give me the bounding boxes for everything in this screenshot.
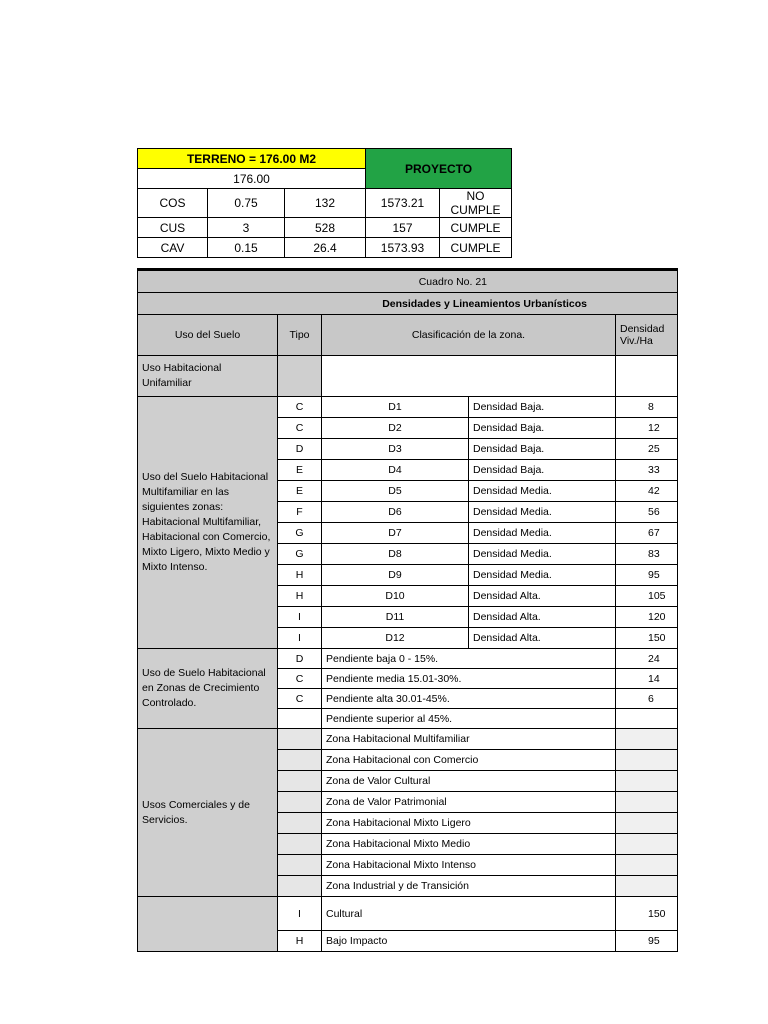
empty-cell <box>616 356 678 397</box>
empty-cell <box>616 792 678 813</box>
zona-cell: D12 <box>322 628 469 649</box>
empty-cell <box>278 729 322 750</box>
empty-cell <box>616 855 678 876</box>
uso-unifamiliar: Uso Habitacional Unifamiliar <box>138 356 278 397</box>
tipo-cell: C <box>278 669 322 689</box>
zona-comercial-cell: Zona Habitacional con Comercio <box>322 750 616 771</box>
terreno-label: TERRENO = 176.00 M2 <box>138 149 366 169</box>
comerciales-section <box>138 729 678 897</box>
controlado-section <box>138 649 678 729</box>
empty-cell <box>278 792 322 813</box>
zona-comercial-cell: Zona de Valor Patrimonial <box>322 792 616 813</box>
densidad-cell: Densidad Baja. <box>469 397 616 418</box>
pendiente-cell: Pendiente media 15.01-30%. <box>322 669 616 689</box>
table-row <box>138 897 678 931</box>
row-status: CUMPLE <box>440 218 512 238</box>
tipo-cell: G <box>278 523 322 544</box>
valor-cell: 120 <box>616 607 678 628</box>
zona-comercial-cell: Zona Habitacional Mixto Intenso <box>322 855 616 876</box>
valor-cell: 25 <box>616 439 678 460</box>
tipo-cell: D <box>278 649 322 669</box>
row-factor: 0.75 <box>208 189 285 218</box>
densidad-cell: Densidad Alta. <box>469 607 616 628</box>
tipo-cell: E <box>278 481 322 502</box>
terreno-value: 176.00 <box>138 169 366 189</box>
densidad-cell: Densidad Media. <box>469 565 616 586</box>
empty-cell <box>278 813 322 834</box>
valor-cell: 12 <box>616 418 678 439</box>
summary-row-cav <box>138 238 512 258</box>
last-section <box>138 897 678 952</box>
zona-cell: D7 <box>322 523 469 544</box>
tipo-cell: H <box>278 565 322 586</box>
empty-cell <box>322 356 616 397</box>
row-name: CUS <box>138 218 208 238</box>
multifamiliar-section <box>138 397 678 649</box>
row-allowed: 132 <box>285 189 366 218</box>
cuadro-subtitle: Densidades y Lineamientos Urbanísticos <box>138 293 678 315</box>
densidad-cell: Densidad Baja. <box>469 460 616 481</box>
empty-cell <box>616 876 678 897</box>
tipo-cell: E <box>278 460 322 481</box>
densidad-cell: Densidad Baja. <box>469 439 616 460</box>
tipo-cell: F <box>278 502 322 523</box>
valor-cell: 105 <box>616 586 678 607</box>
empty-cell <box>278 750 322 771</box>
tipo-cell: I <box>278 897 322 931</box>
valor-cell: 67 <box>616 523 678 544</box>
zona-cell: D5 <box>322 481 469 502</box>
pendiente-cell: Pendiente baja 0 - 15%. <box>322 649 616 669</box>
empty-cell <box>616 729 678 750</box>
row-factor: 3 <box>208 218 285 238</box>
empty-cell <box>616 813 678 834</box>
tipo-cell: C <box>278 418 322 439</box>
valor-cell: 150 <box>616 897 678 931</box>
row-allowed: 528 <box>285 218 366 238</box>
impacto-cell: Bajo Impacto <box>322 931 616 952</box>
summary-row-cus <box>138 218 512 238</box>
empty-cell <box>278 771 322 792</box>
valor-cell: 83 <box>616 544 678 565</box>
empty-cell <box>616 771 678 792</box>
pendiente-cell: Pendiente superior al 45%. <box>322 709 616 729</box>
tipo-cell: C <box>278 689 322 709</box>
valor-cell <box>616 709 678 729</box>
valor-cell: 150 <box>616 628 678 649</box>
uso-multifamiliar: Uso del Suelo Habitacional Multifamiliar en las siguientes zonas: Habitacional Multifamiliar, Habitacional con Comercio, Mixto Ligero, Mixto Medio y Mixto Intenso. <box>138 397 278 649</box>
header-uso: Uso del Suelo <box>138 315 278 356</box>
empty-cell <box>278 876 322 897</box>
summary-row-cos <box>138 189 512 218</box>
zona-cell: D3 <box>322 439 469 460</box>
empty-cell <box>278 356 322 397</box>
row-status: CUMPLE <box>440 238 512 258</box>
table-row <box>138 649 678 669</box>
valor-cell: 14 <box>616 669 678 689</box>
tipo-cell: I <box>278 607 322 628</box>
row-factor: 0.15 <box>208 238 285 258</box>
zona-comercial-cell: Zona de Valor Cultural <box>322 771 616 792</box>
row-project: 1573.21 <box>366 189 440 218</box>
uso-comerciales: Usos Comerciales y de Servicios. <box>138 729 278 897</box>
tipo-cell: D <box>278 439 322 460</box>
valor-cell: 95 <box>616 931 678 952</box>
row-name: COS <box>138 189 208 218</box>
densidad-cell: Densidad Media. <box>469 481 616 502</box>
zona-cell: D11 <box>322 607 469 628</box>
cuadro-21-table <box>137 268 678 952</box>
zona-cell: D1 <box>322 397 469 418</box>
densidad-cell: Densidad Media. <box>469 544 616 565</box>
cuadro-title: Cuadro No. 21 <box>138 270 678 293</box>
valor-cell: 6 <box>616 689 678 709</box>
tipo-cell: G <box>278 544 322 565</box>
zona-comercial-cell: Zona Industrial y de Transición <box>322 876 616 897</box>
table-row <box>138 729 678 750</box>
densidad-cell: Densidad Baja. <box>469 418 616 439</box>
empty-cell <box>278 855 322 876</box>
empty-cell <box>278 834 322 855</box>
densidad-cell: Densidad Alta. <box>469 586 616 607</box>
row-project: 1573.93 <box>366 238 440 258</box>
zona-comercial-cell: Zona Habitacional Multifamiliar <box>322 729 616 750</box>
empty-cell <box>616 750 678 771</box>
tipo-cell: H <box>278 586 322 607</box>
row-project: 157 <box>366 218 440 238</box>
zona-cell: D9 <box>322 565 469 586</box>
table-row <box>138 397 678 418</box>
valor-cell: 8 <box>616 397 678 418</box>
tipo-cell <box>278 709 322 729</box>
zona-comercial-cell: Zona Habitacional Mixto Ligero <box>322 813 616 834</box>
tipo-cell: H <box>278 931 322 952</box>
valor-cell: 42 <box>616 481 678 502</box>
valor-cell: 24 <box>616 649 678 669</box>
tipo-cell: I <box>278 628 322 649</box>
zona-cell: D2 <box>322 418 469 439</box>
empty-cell <box>616 834 678 855</box>
header-tipo: Tipo <box>278 315 322 356</box>
valor-cell: 56 <box>616 502 678 523</box>
zona-cell: D4 <box>322 460 469 481</box>
uso-last <box>138 897 278 952</box>
valor-cell: 33 <box>616 460 678 481</box>
densidad-cell: Densidad Media. <box>469 523 616 544</box>
pendiente-cell: Pendiente alta 30.01-45%. <box>322 689 616 709</box>
densidad-cell: Densidad Alta. <box>469 628 616 649</box>
valor-cell: 95 <box>616 565 678 586</box>
cuadro-21-container <box>137 268 666 947</box>
tipo-cell: C <box>278 397 322 418</box>
densidad-cell: Densidad Media. <box>469 502 616 523</box>
header-clasificacion: Clasificación de la zona. <box>322 315 616 356</box>
zona-cell: D10 <box>322 586 469 607</box>
zona-cell: D6 <box>322 502 469 523</box>
terreno-summary-table <box>137 148 512 258</box>
row-status: NO CUMPLE <box>440 189 512 218</box>
row-name: CAV <box>138 238 208 258</box>
zona-cell: D8 <box>322 544 469 565</box>
impacto-cell: Cultural <box>322 897 616 931</box>
row-allowed: 26.4 <box>285 238 366 258</box>
zona-comercial-cell: Zona Habitacional Mixto Medio <box>322 834 616 855</box>
uso-controlado: Uso de Suelo Habitacional en Zonas de Crecimiento Controlado. <box>138 649 278 729</box>
proyecto-label: PROYECTO <box>366 149 512 189</box>
header-densidad: Densidad Viv./Ha <box>616 315 678 356</box>
